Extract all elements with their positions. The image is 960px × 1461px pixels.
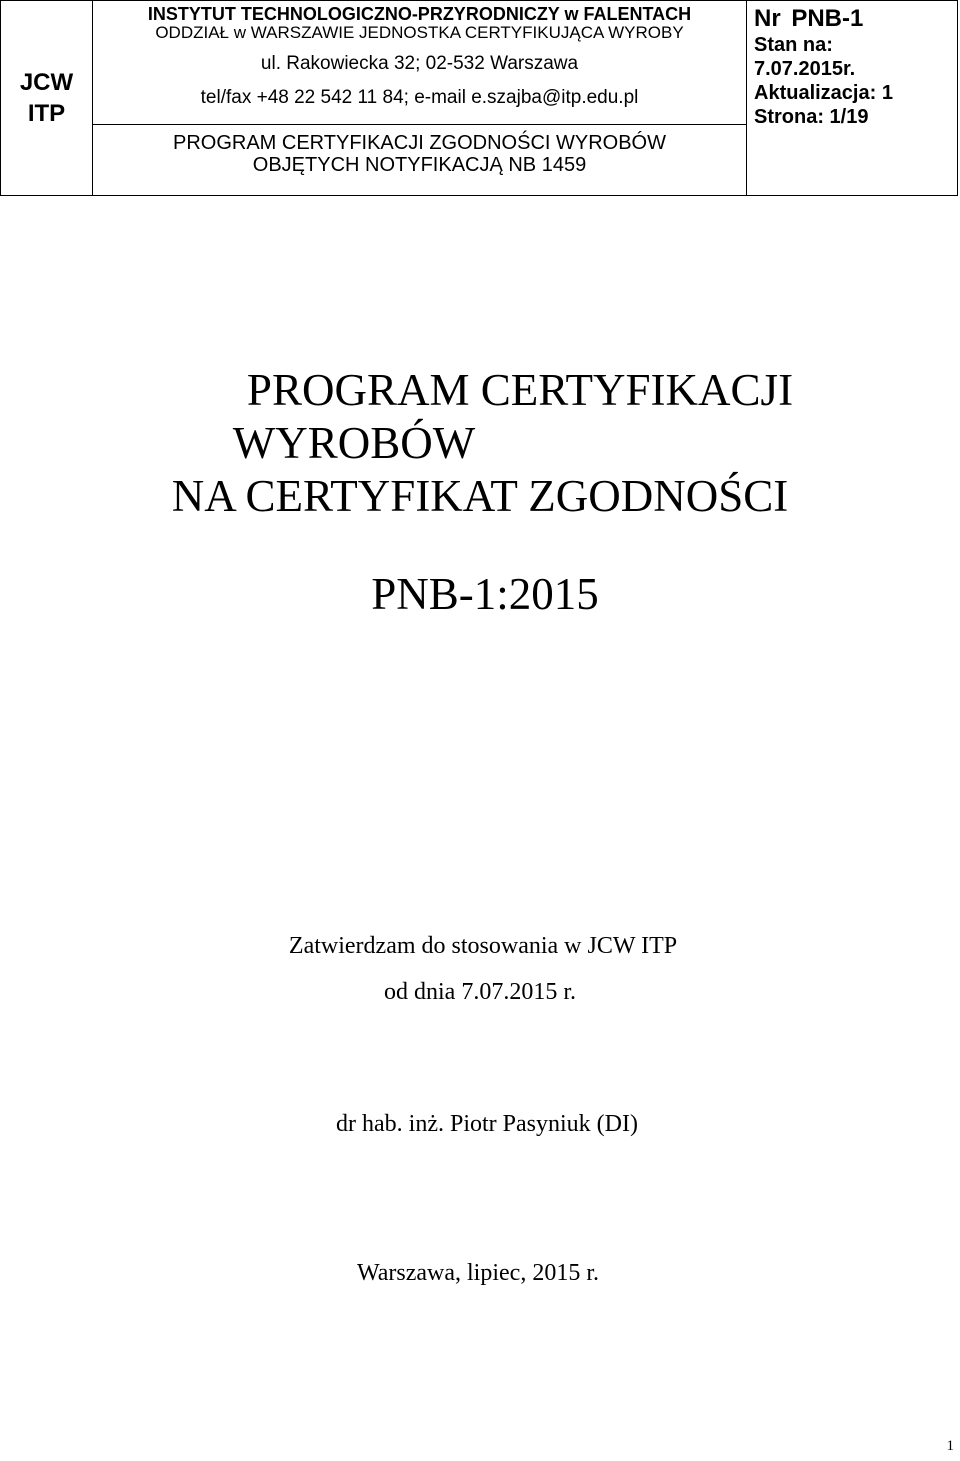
approval-date: od dnia 7.07.2015 r. [384, 979, 576, 1005]
main-title-line2: WYROBÓW [232, 418, 476, 468]
document-number: Nr PNB-1 [754, 5, 864, 32]
page-indicator: Strona: 1/19 [754, 106, 869, 128]
institute-division: ODDZIAŁ w WARSZAWIE JEDNOSTKA CERTYFIKUJĄCA WYROBY [155, 23, 684, 42]
main-title-line1: PROGRAM CERTYFIKACJI [246, 365, 794, 415]
signer-name: dr hab. inż. Piotr Pasyniuk (DI) [336, 1111, 638, 1137]
institute-address: ul. Rakowiecka 32; 02-532 Warszawa [260, 53, 579, 74]
place-and-date: Warszawa, lipiec, 2015 r. [357, 1260, 599, 1286]
document-meta-cell [747, 1, 958, 196]
approval-statement: Zatwierdzam do stosowania w JCW ITP [288, 933, 678, 959]
main-title-line3: NA CERTYFIKAT ZGODNOŚCI [171, 471, 789, 521]
program-title-line2: OBJĘTYCH NOTYFIKACJĄ NB 1459 [252, 154, 587, 176]
page-number: 1 [946, 1438, 954, 1454]
status-label: Stan na: [754, 34, 833, 56]
program-title-line1: PROGRAM CERTYFIKACJI ZGODNOŚCI WYROBÓW [173, 132, 666, 154]
institute-contact: tel/fax +48 22 542 11 84; e-mail e.szajba@itp.edu.pl [200, 87, 639, 108]
logo-text-itp: ITP [27, 100, 66, 127]
logo-text-jcw: JCW [19, 69, 74, 96]
institute-name: INSTYTUT TECHNOLOGICZNO-PRZYRODNICZY w FALENTACH [147, 4, 692, 24]
logo-cell [1, 1, 93, 196]
document-code: PNB-1:2015 [371, 569, 599, 619]
status-date: 7.07.2015r. [754, 58, 856, 80]
document-header-table [0, 0, 958, 196]
institute-info-cell [93, 1, 747, 196]
header-divider [93, 124, 746, 125]
update-number: Aktualizacja: 1 [754, 82, 893, 104]
